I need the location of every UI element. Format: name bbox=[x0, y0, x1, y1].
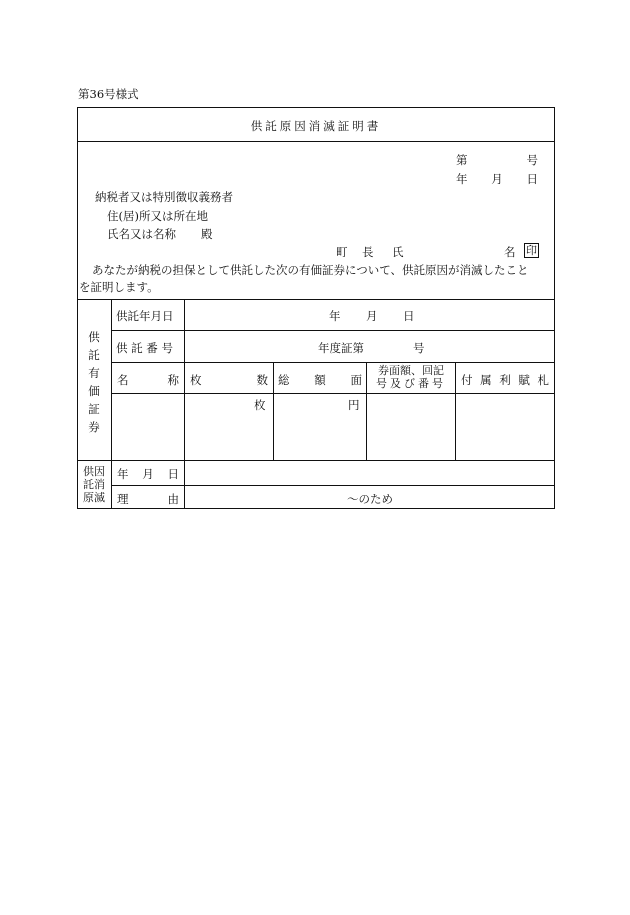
col-count bbox=[273, 362, 274, 460]
ref-go: 号 bbox=[526, 153, 538, 167]
col-face bbox=[455, 362, 456, 460]
header-face-value bbox=[367, 364, 455, 390]
name-label: 氏名又は名称 bbox=[107, 227, 176, 241]
honorific: 殿 bbox=[201, 227, 213, 241]
deposit-date-month: 月 bbox=[366, 309, 378, 323]
form-number: 第36号様式 bbox=[78, 87, 139, 101]
statement-line2: を証明します。 bbox=[79, 280, 159, 294]
issuer-cho: 長 bbox=[362, 245, 374, 259]
header-char: 面 bbox=[350, 373, 362, 387]
header-char: 額 bbox=[314, 373, 326, 387]
extinction-reason-char: 理 bbox=[117, 492, 129, 506]
extinction-date-char: 日 bbox=[167, 467, 179, 481]
unit-count: 枚 bbox=[254, 398, 266, 412]
header-char: 利 bbox=[499, 373, 511, 387]
address-label: 住(居)所又は所在地 bbox=[107, 209, 208, 223]
securities-side-label bbox=[77, 328, 111, 436]
issuer-mei: 名 bbox=[504, 245, 516, 259]
side-char: 有 bbox=[88, 366, 100, 380]
header-count bbox=[190, 372, 268, 388]
ref-dai: 第 bbox=[456, 153, 468, 167]
extinction-date-char: 年 bbox=[117, 467, 129, 481]
side-char: 券 bbox=[88, 420, 100, 434]
addressee-heading: 納税者又は特別徴収義務者 bbox=[95, 190, 233, 204]
header-face-line2: 号及び番号 bbox=[376, 377, 446, 390]
divider-securities bbox=[77, 460, 555, 461]
header-char: 数 bbox=[256, 373, 268, 387]
divider-date-row bbox=[111, 330, 555, 331]
side-char: 託 bbox=[88, 348, 100, 362]
divider-header-row bbox=[111, 393, 555, 394]
header-char: 総 bbox=[278, 373, 290, 387]
header-char: 属 bbox=[480, 373, 492, 387]
unit-yen: 円 bbox=[348, 398, 360, 412]
extinction-side-label bbox=[77, 465, 111, 504]
divider-title bbox=[77, 141, 555, 142]
deposit-number-label: 供 託 番 号 bbox=[116, 341, 173, 355]
header-total bbox=[278, 372, 362, 388]
ref-hi: 日 bbox=[526, 172, 538, 186]
deposit-number-fiscal: 年度証第 bbox=[318, 341, 364, 355]
extinction-reason-value: ～のため bbox=[347, 492, 393, 506]
seal-mark: 印 bbox=[526, 244, 537, 257]
statement-line1: あなたが納税の担保として供託した次の有価証券について、供託原因が消滅したこと bbox=[92, 263, 529, 277]
header-char: 付 bbox=[461, 373, 473, 387]
deposit-date-day: 日 bbox=[403, 309, 415, 323]
header-char: 札 bbox=[537, 373, 549, 387]
extinction-date-char: 月 bbox=[142, 467, 154, 481]
header-char: 名 bbox=[117, 373, 129, 387]
col-side-label bbox=[111, 299, 112, 509]
divider-number-row bbox=[111, 362, 555, 363]
deposit-date-label: 供託年月日 bbox=[116, 309, 174, 323]
header-coupon bbox=[461, 372, 549, 388]
extinction-date-label bbox=[117, 466, 179, 482]
deposit-date-year: 年 bbox=[329, 309, 341, 323]
header-face-line1: 券面額、回記 bbox=[378, 364, 444, 377]
ref-nen: 年 bbox=[456, 172, 468, 186]
side-char: 価 bbox=[88, 384, 100, 398]
ref-date bbox=[456, 171, 538, 187]
col-label bbox=[184, 299, 185, 509]
issuer-shi: 氏 bbox=[392, 245, 404, 259]
header-name bbox=[117, 372, 179, 388]
divider-extinction bbox=[111, 485, 555, 486]
header-char: 枚 bbox=[190, 373, 202, 387]
extinction-reason-char: 由 bbox=[167, 492, 179, 506]
side-char: 供 bbox=[88, 330, 100, 344]
divider-statement bbox=[77, 299, 555, 300]
side-char: 証 bbox=[88, 402, 100, 416]
document-title: 供託原因消滅証明書 bbox=[250, 119, 382, 133]
extinction-side-line2: 託消 bbox=[83, 478, 105, 491]
extinction-side-line3: 原滅 bbox=[83, 491, 105, 504]
extinction-side-line1: 供因 bbox=[83, 465, 105, 478]
header-char: 賦 bbox=[518, 373, 530, 387]
deposit-number-go: 号 bbox=[413, 341, 425, 355]
header-char: 称 bbox=[167, 373, 179, 387]
ref-tsuki: 月 bbox=[491, 172, 503, 186]
ref-number bbox=[456, 152, 538, 168]
issuer-machi: 町 bbox=[336, 245, 348, 259]
extinction-reason-label bbox=[117, 491, 179, 507]
